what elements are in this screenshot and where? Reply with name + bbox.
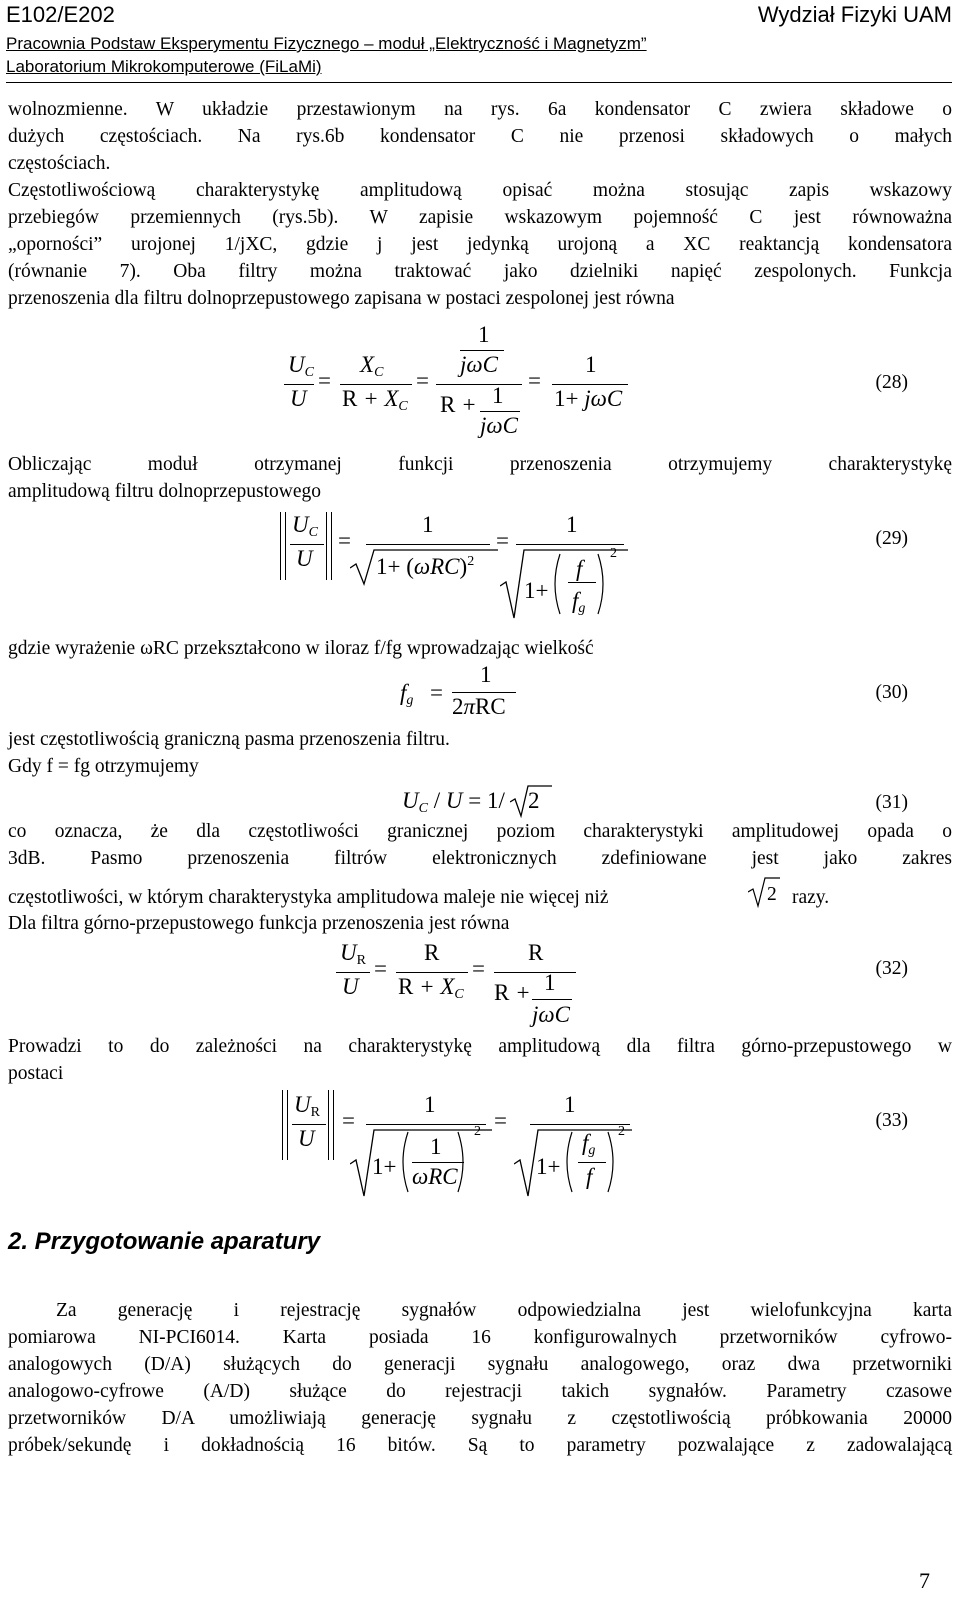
text-line: Za generację i rejestrację sygnałów odpowiedzialna jest wielofunkcyjna karta [56, 1300, 952, 1321]
equation-number: (30) [875, 682, 908, 703]
text-line: próbek/sekundę i dokładnością 16 bitów. Są to parametry pozwalające z zadowalającą [8, 1435, 952, 1456]
equation-33: $U_R$ U = 1 1+ 2 1 ωRC = 1 1+ 2 $f_g$ f [0, 0, 960, 1605]
sqrt-sign-icon [350, 546, 500, 586]
sqrt-sign-icon [350, 1126, 494, 1198]
paragraph-apparatus [8, 1297, 952, 1459]
page-number: 7 [919, 1568, 930, 1593]
sqrt-sign-icon [748, 876, 782, 908]
text-line: Dla filtra górno-przepustowego funkcja przenoszenia jest równa [8, 913, 510, 934]
parentheses-icon [398, 1128, 468, 1196]
equation-number: (28) [875, 372, 908, 393]
text-line: analogowych (D/A) służących do generacji sygnału analogowego, oraz dwa przetworniki [8, 1354, 952, 1375]
sqrt-sign-icon [510, 784, 554, 818]
text-line: Prowadzi to do zależności na charakterystykę amplitudową dla filtra górno-przepustowego w [8, 1036, 952, 1057]
text-line: razy. [792, 887, 830, 908]
paragraph-3db [8, 818, 952, 872]
text-line: gdzie wyrażenie ωRC przekształcono w iloraz f/fg wprowadzając wielkość [8, 638, 594, 659]
equation-32: $U_R$ U = R $R + X_C$ = R R + 1 jωC [0, 0, 960, 1605]
equation-number: (31) [875, 792, 908, 813]
section-heading: 2. Przygotowanie aparatury [8, 1228, 321, 1255]
parentheses-icon [562, 1128, 618, 1196]
text-line: Częstotliwościową charakterystykę amplitudową opisać można stosując zapis wskazowy [8, 180, 952, 201]
text-line: Obliczając moduł otrzymanej funkcji przenoszenia otrzymujemy charakterystykę [8, 454, 952, 475]
paragraph-3db-times [792, 884, 829, 911]
equation-31: $U_C / U = 1/$ 2 [0, 0, 960, 1605]
faculty-name: Wydział Fizyki UAM [757, 2, 952, 27]
text-line: co oznacza, że dla częstotliwości granicznej poziom charakterystyki amplitudowej opada o [8, 821, 952, 842]
equation-number: (33) [875, 1110, 908, 1131]
paragraph-highpass-intro [8, 910, 952, 937]
paragraph-3db-line3 [8, 884, 609, 911]
paragraph-modulus [8, 451, 952, 505]
sqrt-two-value: 2 [767, 884, 777, 905]
text-line: przebiegów przemiennych (rys.5b). W zapisie wskazowym pojemność C jest równoważna [8, 207, 952, 228]
equation-number: (29) [875, 528, 908, 549]
text-line: wolnozmienne. W układzie przestawionym na rys. 6a kondensator C zwiera składowe o [8, 99, 952, 120]
text-line: pomiarowa NI-PCI6014. Karta posiada 16 konfigurowalnych przetworników cyfrowo- [8, 1327, 952, 1348]
lab-course-title: Pracownia Podstaw Eksperymentu Fizycznego – moduł „Elektryczność i Magnetyzm” [6, 34, 647, 53]
sqrt-sign-icon [500, 546, 630, 620]
parentheses-icon [550, 550, 610, 620]
text-line: analogowo-cyfrowe (A/D) służące do rejestracji takich sygnałów. Parametry czasowe [8, 1381, 952, 1402]
text-line: jest częstotliwością graniczną pasma przenoszenia filtru. [8, 729, 450, 750]
text-line: częstościach. [8, 153, 111, 174]
text-line: (równanie 7). Oba filtry można traktować jako dzielniki napięć zespolonych. Funkcja [8, 261, 952, 282]
text-line: 3dB. Pasmo przenoszenia filtrów elektronicznych zdefiniowane jest jako zakres [8, 848, 952, 869]
lab-name: Laboratorium Mikrokomputerowe (FiLaMi) [6, 57, 322, 76]
text-line: postaci [8, 1063, 64, 1084]
text-line: Gdy f = fg otrzymujemy [8, 756, 199, 777]
equation-29: $U_C$ U = 1 $1+ (\omega RC)^2$ = 1 1+ 2 f $f_g$ [0, 0, 960, 1605]
equation-number: (32) [875, 958, 908, 979]
text-line: „oporności” urojonej 1/jXC, gdzie j jest jedynką urojoną a XC reaktancją kondensatora [8, 234, 952, 255]
paragraph-cutoff [8, 726, 952, 780]
header-divider [6, 82, 952, 83]
text-line: częstotliwości, w którym charakterystyka amplitudowa maleje nie więcej niż [8, 887, 609, 908]
equation-28: $U_C$ U = $X_C$ $R + X_C$ = 1 jωC R + 1 jωC = 1 1+ jωC [0, 0, 960, 1605]
text-line: amplitudową filtru dolnoprzepustowego [8, 481, 322, 502]
text-line: przenoszenia dla filtru dolnoprzepustowego zapisana w postaci zespolonej jest równa [8, 288, 675, 309]
sqrt-sign-icon [514, 1126, 634, 1198]
equation-30: $f_g$ = 1 2πRC [0, 0, 960, 1605]
paragraph-highpass-amplitude [8, 1033, 952, 1087]
paragraph-fg-intro [8, 635, 952, 662]
paragraph-intro [8, 96, 952, 312]
text-line: przetworników D/A umożliwiają generację sygnału z częstotliwością próbkowania 20000 [8, 1408, 952, 1429]
course-code: E102/E202 [6, 2, 115, 27]
text-line: dużych częstościach. Na rys.6b kondensator C nie przenosi składowych o małych [8, 126, 952, 147]
